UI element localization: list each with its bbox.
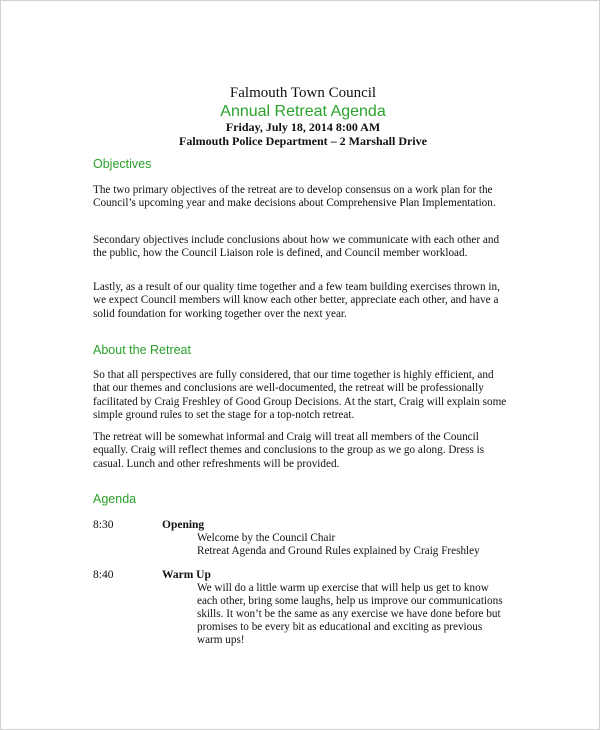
objectives-paragraph-3: Lastly, as a result of our quality time together and a few team building exercises thrown in, we expect Council members will know each other better, appreciate each other, and have a solid foundation for working together over the next year. xyxy=(93,281,500,320)
agenda-item-detail: Welcome by the Council Chair xyxy=(197,532,336,544)
meeting-date: Friday, July 18, 2014 8:00 AM xyxy=(225,120,381,134)
council-name: Falmouth Town Council xyxy=(229,85,377,101)
agenda-item-detail: Retreat Agenda and Ground Rules explained by Craig Freshley xyxy=(197,545,480,557)
agenda-item-detail: We will do a little warm up exercise that will help us get to know each other, bring some laughs, help us improve our communications skills. It won’t be the same as any exercise we have done before but promises to be every bit as educational and exciting as previous warm ups! xyxy=(197,582,503,647)
about-heading: About the Retreat xyxy=(93,343,191,357)
agenda-item-time: 8:40 xyxy=(93,569,114,581)
agenda-item-title: Warm Up xyxy=(162,569,211,581)
about-paragraph-2: The retreat will be somewhat informal and Craig will treat all members of the Council equally. Craig will reflect themes and conclusions to the group as we go along. Dress is casual. Lunch and other refreshments will be provided. xyxy=(93,431,485,470)
about-paragraph-1: So that all perspectives are fully considered, that our time together is highly efficient, and that our themes and conclusions are well-documented, the retreat will be professionally facilitated by Craig Freshley of Good Group Decisions. At the start, Craig will explain some simple ground rules to set the stage for a top-notch retreat. xyxy=(93,369,507,422)
agenda-item-title: Opening xyxy=(162,519,205,531)
objectives-heading: Objectives xyxy=(93,157,152,171)
meeting-location: Falmouth Police Department – 2 Marshall Drive xyxy=(179,134,427,148)
agenda-item-time: 8:30 xyxy=(93,519,114,531)
objectives-paragraph-1: The two primary objectives of the retreat are to develop consensus on a work plan for the Council’s upcoming year and make decisions about Comprehensive Plan Implementation. xyxy=(93,184,496,210)
agenda-heading: Agenda xyxy=(93,492,137,506)
agenda-title: Annual Retreat Agenda xyxy=(220,103,386,120)
objectives-paragraph-2: Secondary objectives include conclusions about how we communicate with each other and the public, how the Council Liaison role is defined, and Council member workload. xyxy=(93,234,500,260)
